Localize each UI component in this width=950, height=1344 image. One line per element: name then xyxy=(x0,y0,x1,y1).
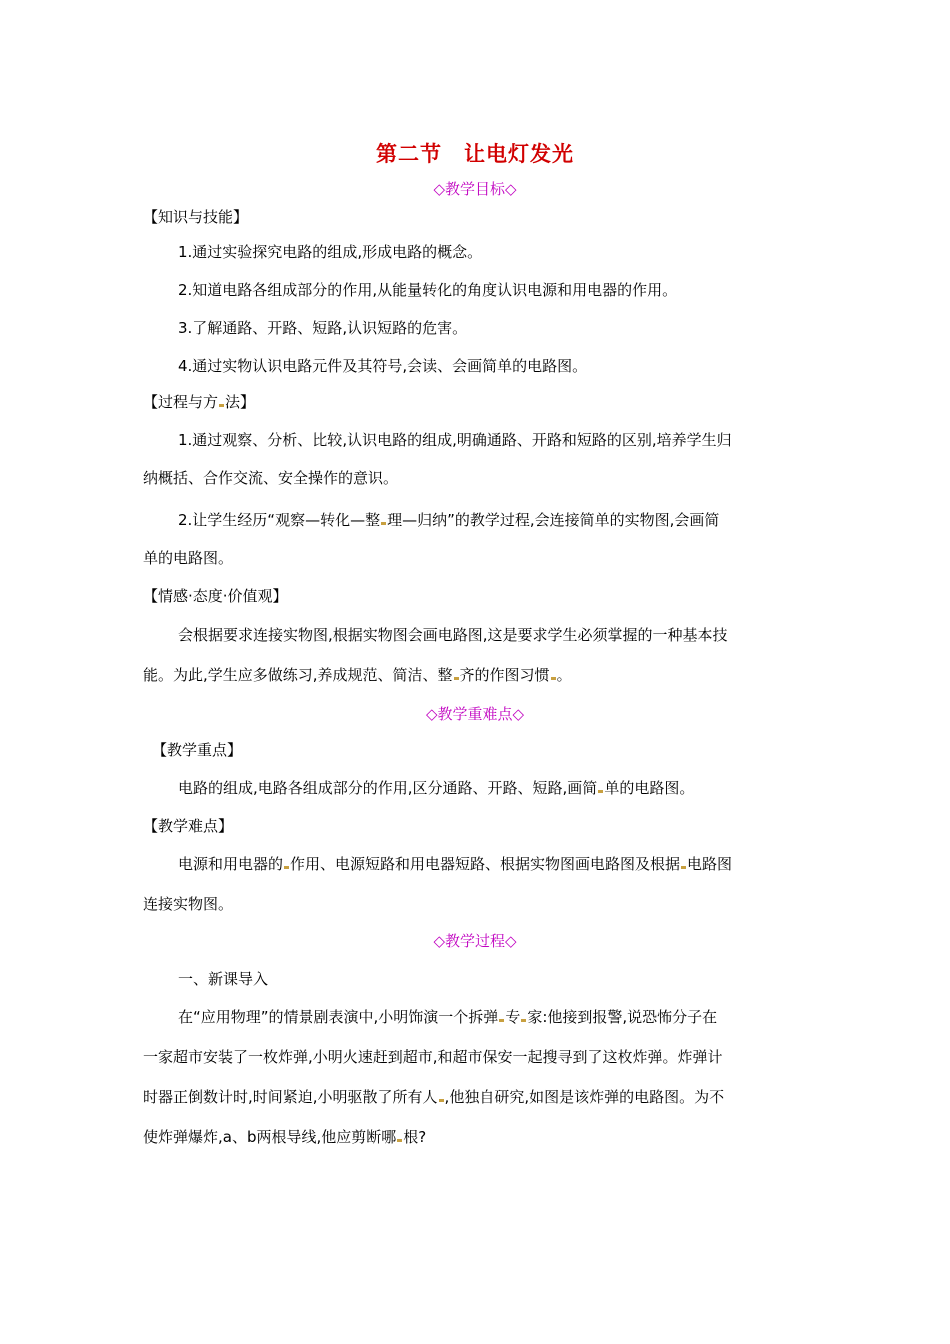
process-item-2-line-1: 2.让学生经历“观察—转化—整 理—归纳”的教学过程,会连接简单的实物图,会画简 xyxy=(178,511,720,529)
section-objectives-heading: ◇教学目标◇ xyxy=(433,180,517,198)
intro-line-2: 一家超市安装了一枚炸弹,小明火速赶到超市,和超市保安一起搜寻到了这枚炸弹。炸弹计 xyxy=(143,1048,723,1066)
text-mark xyxy=(284,866,289,869)
text-mark xyxy=(551,677,556,680)
attitude-heading: 【情感·态度·价值观】 xyxy=(143,587,288,605)
knowledge-item-4: 4.通过实物认识电路元件及其符号,会读、会画简单的电路图。 xyxy=(178,357,588,375)
intro-line-1: 在“应用物理”的情景剧表演中,小明饰演一个拆弹 专 家:他接到报警,说恐怖分子在 xyxy=(178,1008,718,1026)
text-mark xyxy=(397,1139,402,1142)
intro-line-3: 时器正倒数计时,时间紧迫,小明驱散了所有人 ,他独自研究,如图是该炸弹的电路图。为不 xyxy=(143,1088,725,1106)
text-mark xyxy=(454,677,459,680)
knowledge-item-2: 2.知道电路各组成部分的作用,从能量转化的角度认识电源和用电器的作用。 xyxy=(178,281,678,299)
text-mark xyxy=(521,1019,526,1022)
attitude-line-2: 能。为此,学生应多做练习,养成规范、简洁、整 齐的作图习惯 。 xyxy=(143,666,572,684)
difficult-point-line-1: 电源和用电器的 作用、电源短路和用电器短路、根据实物图画电路图及根据 电路图 xyxy=(178,855,733,873)
difficult-point-line-2: 连接实物图。 xyxy=(143,895,234,913)
process-item-1-line-1: 1.通过观察、分析、比较,认识电路的组成,明确通路、开路和短路的区别,培养学生归 xyxy=(178,431,732,449)
difficult-point-heading: 【教学难点】 xyxy=(143,817,234,835)
knowledge-item-3: 3.了解通路、开路、短路,认识短路的危害。 xyxy=(178,319,468,337)
text-mark xyxy=(219,404,224,407)
intro-line-4: 使炸弹爆炸,a、b两根导线,他应剪断哪 根? xyxy=(143,1128,427,1146)
process-item-1-line-2: 纳概括、合作交流、安全操作的意识。 xyxy=(143,469,399,487)
attitude-line-1: 会根据要求连接实物图,根据实物图会画电路图,这是要求学生必须掌握的一种基本技 xyxy=(178,626,728,644)
text-mark xyxy=(598,790,603,793)
knowledge-skills-heading: 【知识与技能】 xyxy=(143,208,249,226)
key-point-text: 电路的组成,电路各组成部分的作用,区分通路、开路、短路,画简 单的电路图。 xyxy=(178,779,695,797)
text-mark xyxy=(681,866,686,869)
section-process-heading: ◇教学过程◇ xyxy=(433,932,517,950)
process-item-2-line-2: 单的电路图。 xyxy=(143,549,234,567)
new-lesson-intro-heading: 一、新课导入 xyxy=(178,970,269,988)
text-mark xyxy=(381,522,386,525)
section-key-points-heading: ◇教学重难点◇ xyxy=(425,705,525,723)
key-point-heading: 【教学重点】 xyxy=(152,741,243,759)
text-mark xyxy=(499,1019,504,1022)
page-title: 第二节 让电灯发光 xyxy=(376,142,574,166)
text-mark xyxy=(439,1099,444,1102)
process-method-heading: 【过程与方 法】 xyxy=(143,393,256,411)
knowledge-item-1: 1.通过实验探究电路的组成,形成电路的概念。 xyxy=(178,243,483,261)
